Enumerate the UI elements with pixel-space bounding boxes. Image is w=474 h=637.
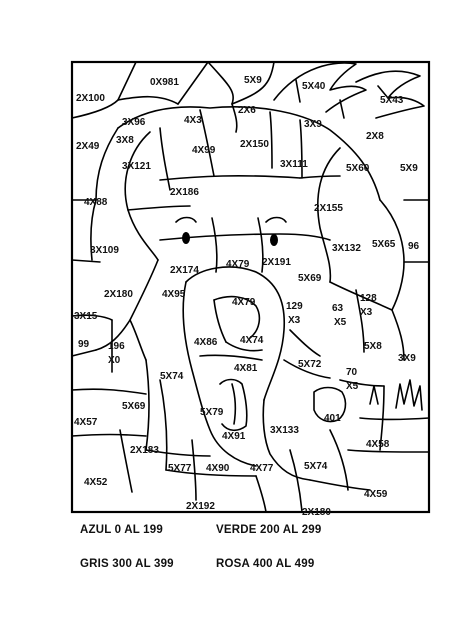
number-label: 5X72	[298, 359, 322, 370]
number-label: 96	[408, 241, 420, 252]
number-label: 3X109	[90, 245, 119, 256]
legend-verde: VERDE 200 AL 299	[216, 524, 322, 536]
number-label: 4X74	[240, 335, 264, 346]
number-label: 4X86	[194, 337, 218, 348]
number-label: 5X74	[304, 461, 328, 472]
number-label: 129	[286, 301, 303, 312]
number-label: 2X180	[302, 507, 331, 518]
number-label: 2X183	[130, 445, 159, 456]
number-label: 4X95	[162, 289, 186, 300]
number-label: 5X60	[346, 163, 370, 174]
number-label: 4X81	[234, 363, 258, 374]
number-label: 99	[78, 339, 90, 350]
number-label: 2X155	[314, 203, 343, 214]
right-eye	[270, 234, 278, 246]
number-label: X5	[334, 317, 347, 328]
number-label: 4X79	[232, 297, 256, 308]
number-label: 5X40	[302, 81, 326, 92]
number-label: 196	[108, 341, 125, 352]
number-label: X5	[346, 381, 359, 392]
legend-gris: GRIS 300 AL 399	[80, 558, 174, 570]
number-label: 3X96	[122, 117, 146, 128]
number-label: 4X91	[222, 431, 246, 442]
number-label: 3X9	[398, 353, 416, 364]
number-label: 4X52	[84, 477, 108, 488]
number-label: 5X79	[200, 407, 224, 418]
number-label: 3X9	[304, 119, 322, 130]
number-label: 5X43	[380, 95, 404, 106]
number-label: 5X77	[168, 463, 192, 474]
number-label: 3X15	[74, 311, 98, 322]
number-label: X3	[360, 307, 373, 318]
number-label: 2X174	[170, 265, 199, 276]
number-label: 70	[346, 367, 358, 378]
number-label: X0	[108, 355, 121, 366]
number-label: 4X3	[184, 115, 202, 126]
number-label: 2X49	[76, 141, 100, 152]
number-label: 63	[332, 303, 344, 314]
number-label: 3X121	[122, 161, 151, 172]
number-label: 4X59	[364, 489, 388, 500]
number-label: 2X100	[76, 93, 105, 104]
number-label: 4X99	[192, 145, 216, 156]
left-eye	[182, 232, 190, 244]
number-label: 5X74	[160, 371, 184, 382]
number-label: 401	[324, 413, 341, 424]
number-label: 5X69	[298, 273, 322, 284]
number-label: 4X77	[250, 463, 274, 474]
number-label: 5X69	[122, 401, 146, 412]
number-label: 3X132	[332, 243, 361, 254]
number-label: 2X8	[366, 131, 384, 142]
number-label: 2X150	[240, 139, 269, 150]
number-label: 2X191	[262, 257, 291, 268]
number-label: 5X8	[364, 341, 382, 352]
number-label: 3X133	[270, 425, 299, 436]
number-label: 2X180	[104, 289, 133, 300]
legend-rosa: ROSA 400 AL 499	[216, 558, 315, 570]
number-label: 4X88	[84, 197, 108, 208]
number-label: 4X58	[366, 439, 390, 450]
number-label: 2X186	[170, 187, 199, 198]
number-label: 4X79	[226, 259, 250, 270]
number-label: 0X981	[150, 77, 179, 88]
number-label: 4X90	[206, 463, 230, 474]
number-label: 2X6	[238, 105, 256, 116]
number-label: 5X9	[244, 75, 262, 86]
number-label: 4X57	[74, 417, 98, 428]
legend-azul: AZUL 0 AL 199	[80, 524, 163, 536]
number-label: 3X8	[116, 135, 134, 146]
number-label: X3	[288, 315, 301, 326]
number-label: 2X192	[186, 501, 215, 512]
number-label: 3X111	[280, 159, 308, 170]
number-label: 5X9	[400, 163, 418, 174]
number-label: 5X65	[372, 239, 396, 250]
number-label: 128	[360, 293, 377, 304]
